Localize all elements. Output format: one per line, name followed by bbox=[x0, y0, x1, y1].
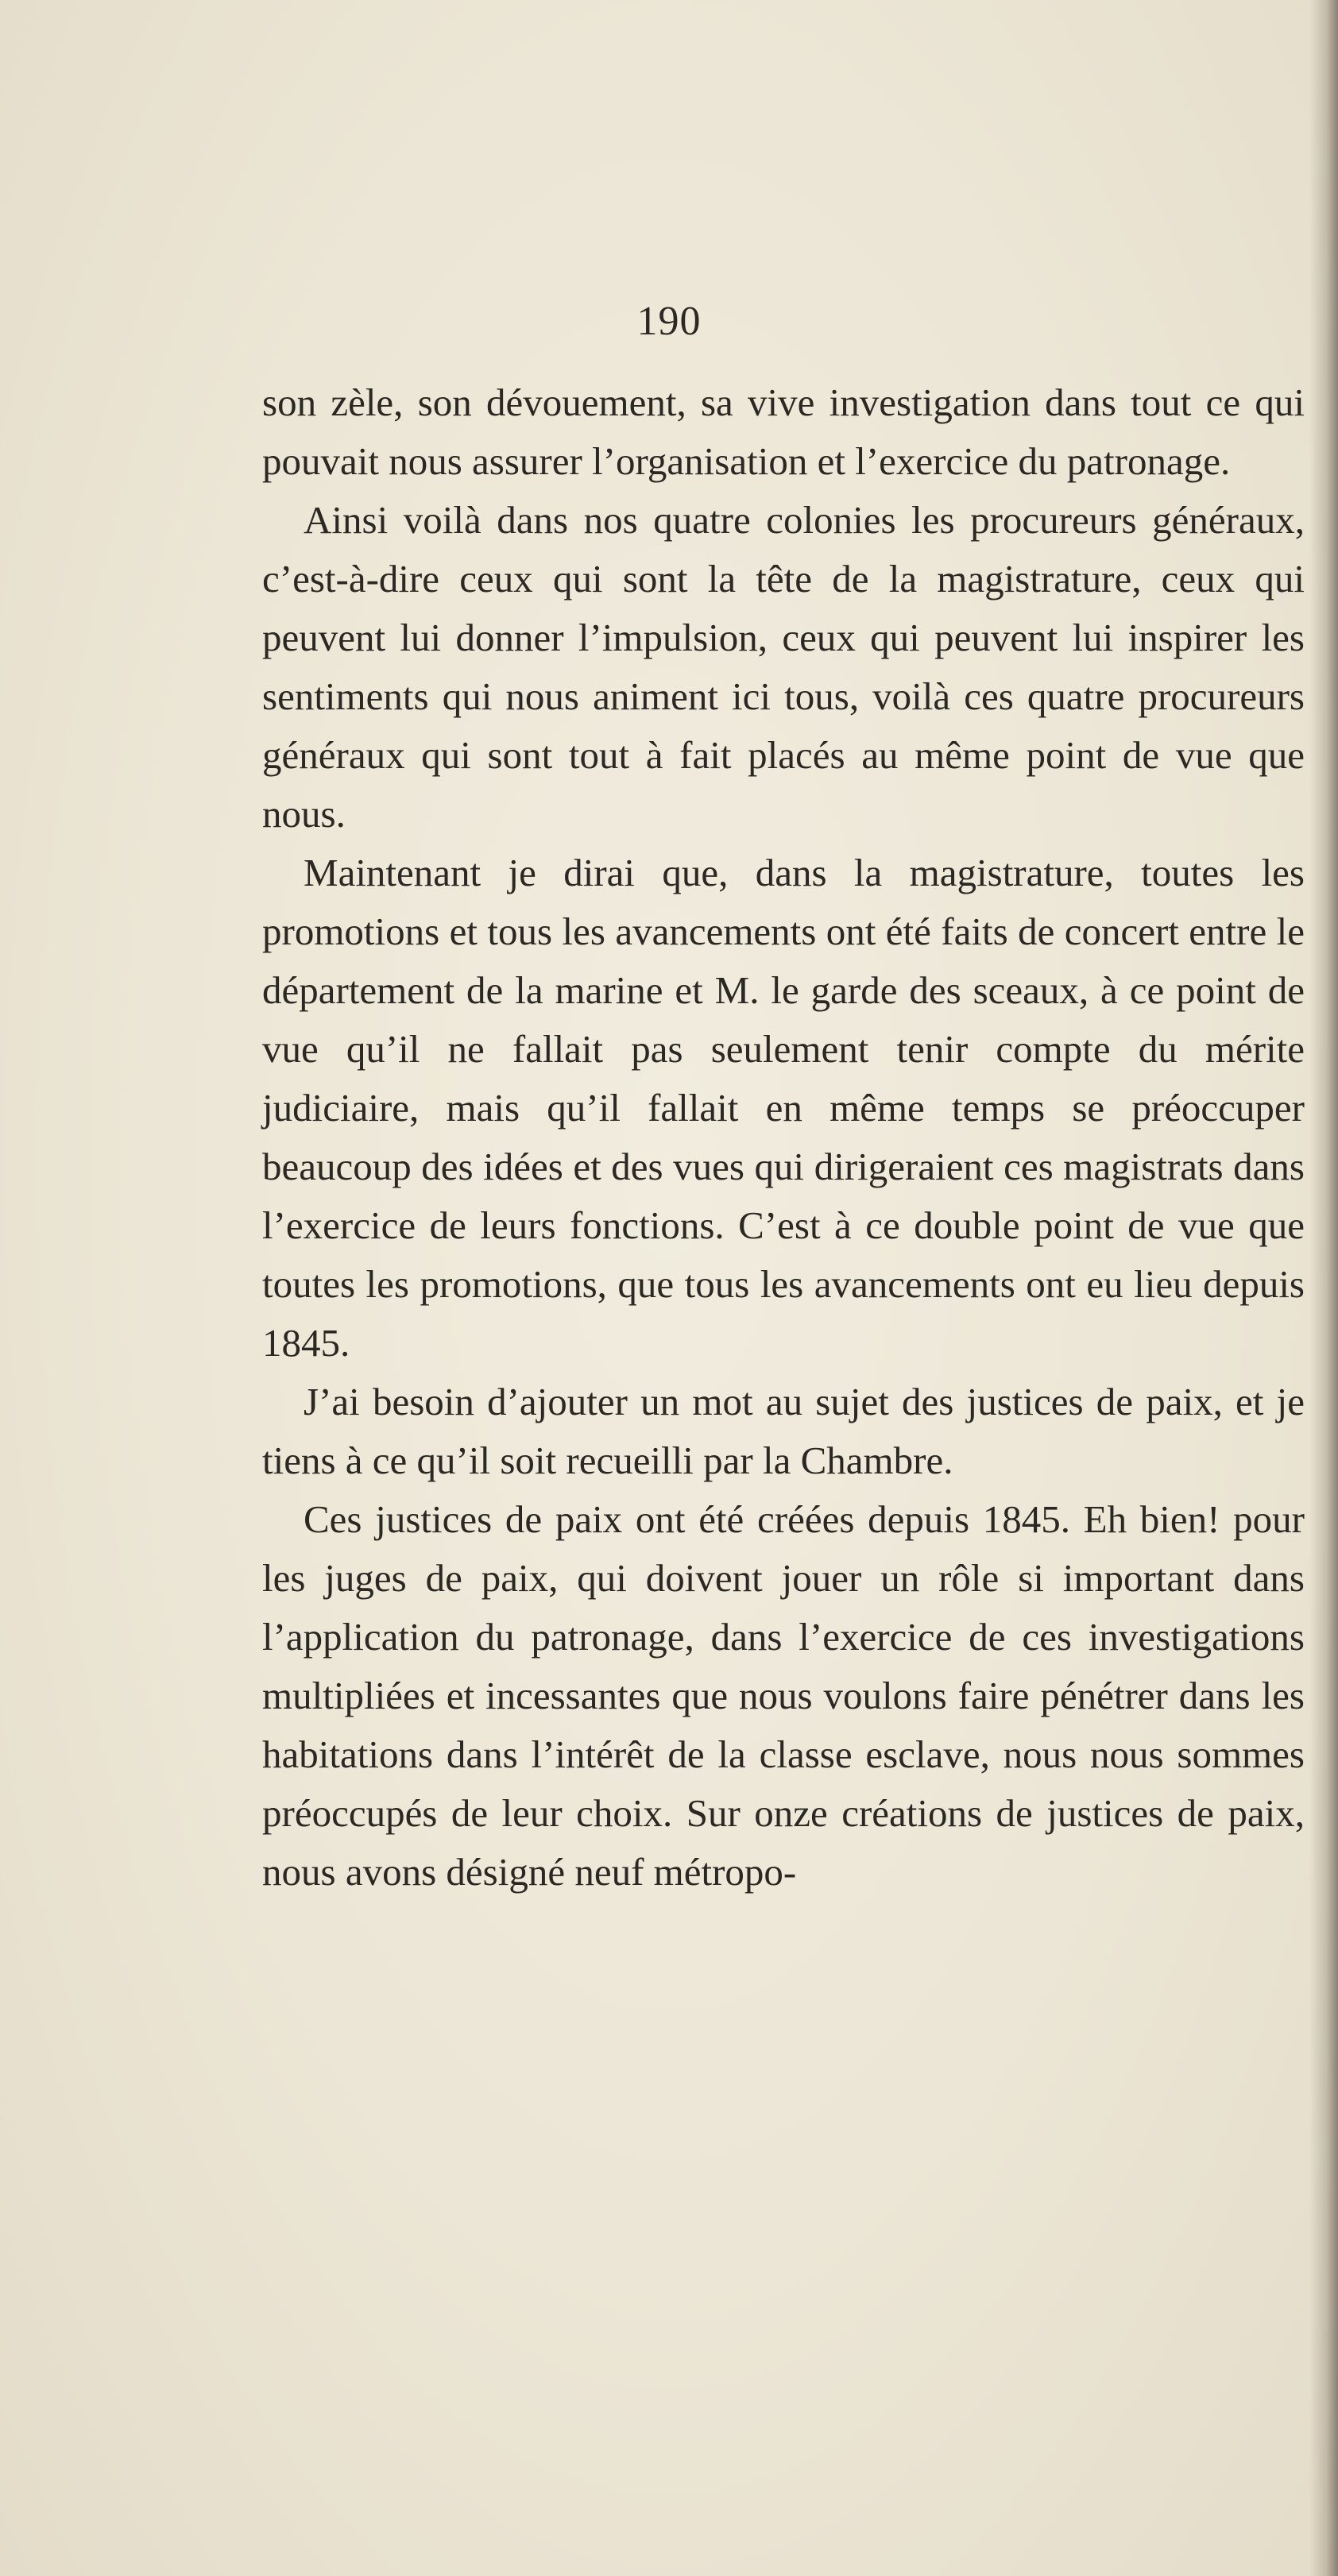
page-number: 190 bbox=[636, 299, 702, 344]
body-text bbox=[262, 373, 1305, 1902]
paragraph-1: son zèle, son dévouement, sa vive investigation dans tout ce qui pouvait nous assurer l’organisation et l’exercice du patronage. bbox=[262, 380, 1305, 483]
paragraph-4: J’ai besoin d’ajouter un mot au sujet des justices de paix, et je tiens à ce qu’il soit recueilli par la Chambre. bbox=[262, 1380, 1305, 1482]
paragraph-3: Maintenant je dirai que, dans la magistrature, toutes les promotions et tous les avancements ont été faits de concert entre le département de la marine et M. le garde des sceaux, à ce point de vue qu’il ne fallait pas seulement tenir compte du mérite judiciaire, mais qu’il fallait en même temps se préoccuper beaucoup des idées et des vues qui dirigeraient ces magistrats dans l’exercice de leurs fonctions. C’est à ce double point de vue que toutes les promotions, que tous les avancements ont eu lieu depuis 1845. bbox=[262, 851, 1305, 1365]
paragraph-5: Ces justices de paix ont été créées depuis 1845. Eh bien! pour les juges de paix, qui doivent jouer un rôle si important dans l’application du patronage, dans l’exercice de ces investigations multipliées et incessantes que nous voulons faire pénétrer dans les habitations dans l’intérêt de la classe esclave, nous nous sommes préoccupés de leur choix. Sur onze créations de justices de paix, nous avons désigné neuf métropo- bbox=[262, 1497, 1305, 1894]
paragraph-2: Ainsi voilà dans nos quatre colonies les procureurs généraux, c’est-à-dire ceux qui sont la tête de la magistrature, ceux qui peuvent lui donner l’impulsion, ceux qui peuvent lui inspirer les sentiments qui nous animent ici tous, voilà ces quatre procureurs généraux qui sont tout à fait placés au même point de vue que nous. bbox=[262, 498, 1305, 836]
page-edge-shadow bbox=[1309, 0, 1338, 2576]
